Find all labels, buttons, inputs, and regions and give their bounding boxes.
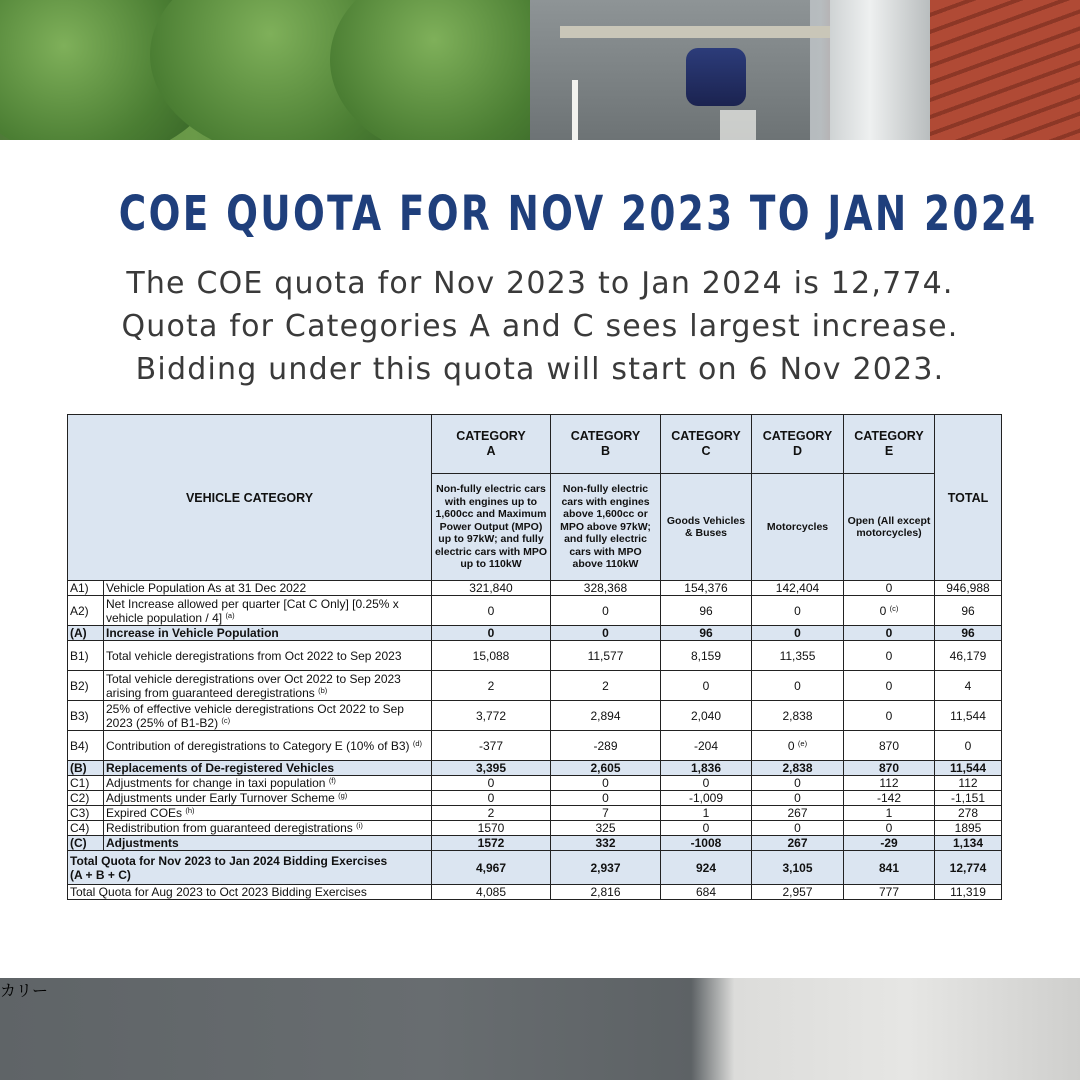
table-row — [68, 626, 1002, 641]
row-code: B4) — [68, 731, 104, 761]
table-row — [68, 791, 1002, 806]
cell-cat-c: -1008 — [661, 836, 752, 851]
header-street-photo — [0, 0, 1080, 140]
subtitle-line: The COE quota for Nov 2023 to Jan 2024 is 12,774. — [126, 266, 954, 301]
coe-quota-table — [67, 414, 1002, 900]
table-row — [68, 761, 1002, 776]
total-quota-row — [68, 851, 1002, 885]
previous-quota-cat-a: 4,085 — [432, 885, 551, 900]
footnote-marker: (a) — [225, 610, 235, 620]
cell-cat-a: 15,088 — [432, 641, 551, 671]
row-label: Net Increase allowed per quarter [Cat C Only] [0.25% x vehicle population / 4] $^{(a)}$ — [104, 596, 432, 626]
table-row — [68, 701, 1002, 731]
cell-cat-e: 0 — [844, 671, 935, 701]
cell-cat-b: 0 — [551, 596, 661, 626]
category-e-description: Open (All except motorcycles) — [844, 474, 935, 581]
cell-cat-d: 267 — [752, 806, 844, 821]
cell-cat-a: 1572 — [432, 836, 551, 851]
cell-cat-e: 0 — [844, 641, 935, 671]
row-code: B1) — [68, 641, 104, 671]
total-quota-cat-b: 2,937 — [551, 851, 661, 885]
footnote-marker: (g) — [338, 791, 348, 800]
row-label: Redistribution from guaranteed deregistrations $^{(i)}$ — [104, 821, 432, 836]
footnote-marker: (f) — [328, 776, 336, 785]
cell-cat-e: 870 — [844, 761, 935, 776]
previous-quota-cat-e: 777 — [844, 885, 935, 900]
previous-quota-cat-d: 2,957 — [752, 885, 844, 900]
cell-cat-b: 328,368 — [551, 581, 661, 596]
cell-cat-b: -289 — [551, 731, 661, 761]
cell-total: 96 — [935, 626, 1002, 641]
footnote-marker: (c) — [889, 603, 899, 613]
cell-cat-c: 1 — [661, 806, 752, 821]
cell-total: 1895 — [935, 821, 1002, 836]
row-label: Increase in Vehicle Population — [104, 626, 432, 641]
row-label: Contribution of deregistrations to Category E (10% of B3) $^{(d)}$ — [104, 731, 432, 761]
row-label: Total vehicle deregistrations from Oct 2022 to Sep 2023 — [104, 641, 432, 671]
cell-cat-e: 0 — [844, 581, 935, 596]
row-code: B3) — [68, 701, 104, 731]
cell-cat-d: 0 — [752, 821, 844, 836]
cell-total: 946,988 — [935, 581, 1002, 596]
table-row — [68, 581, 1002, 596]
table-body — [68, 581, 1002, 900]
total-quota-cat-a: 4,967 — [432, 851, 551, 885]
table-row — [68, 776, 1002, 791]
cell-total: 278 — [935, 806, 1002, 821]
total-quota-total: 12,774 — [935, 851, 1002, 885]
row-code: C4) — [68, 821, 104, 836]
cell-cat-a: 1570 — [432, 821, 551, 836]
cell-cat-c: 0 — [661, 776, 752, 791]
total-quota-cat-e: 841 — [844, 851, 935, 885]
row-code: (B) — [68, 761, 104, 776]
shop-sign: カリー — [0, 978, 1080, 1080]
cell-cat-d: 2,838 — [752, 701, 844, 731]
cell-cat-e: 0 — [844, 821, 935, 836]
table-row — [68, 731, 1002, 761]
cell-cat-b: 2,894 — [551, 701, 661, 731]
cell-cat-d: 267 — [752, 836, 844, 851]
cell-cat-a: 2 — [432, 806, 551, 821]
cell-cat-d: 142,404 — [752, 581, 844, 596]
row-code: A1) — [68, 581, 104, 596]
previous-quota-total: 11,319 — [935, 885, 1002, 900]
table-row — [68, 641, 1002, 671]
cell-cat-b: 7 — [551, 806, 661, 821]
cell-cat-b: 332 — [551, 836, 661, 851]
cell-cat-a: 0 — [432, 776, 551, 791]
cell-cat-b: 0 — [551, 776, 661, 791]
cell-cat-c: -204 — [661, 731, 752, 761]
previous-quota-row — [68, 885, 1002, 900]
category-e-header: CATEGORY E — [844, 415, 935, 474]
footnote-marker: (e) — [797, 738, 808, 748]
cell-total: 112 — [935, 776, 1002, 791]
row-code: A2) — [68, 596, 104, 626]
row-label: Adjustments for change in taxi population $^{(f)}$ — [104, 776, 432, 791]
row-code: C3) — [68, 806, 104, 821]
cell-cat-e: 0 $^{(c)}$ — [844, 596, 935, 626]
cell-cat-a: 2 — [432, 671, 551, 701]
cell-total: 11,544 — [935, 701, 1002, 731]
cell-cat-b: 2 — [551, 671, 661, 701]
cell-cat-e: -29 — [844, 836, 935, 851]
cell-cat-e: -142 — [844, 791, 935, 806]
row-label: Replacements of De-registered Vehicles — [104, 761, 432, 776]
page-title: COE QUOTA FOR NOV 2023 TO JAN 2024 — [118, 186, 1038, 242]
subtitle-line: Quota for Categories A and C sees largest increase. — [121, 309, 959, 344]
footnote-marker: (h) — [185, 806, 195, 815]
subtitle — [0, 262, 1080, 391]
cell-cat-c: -1,009 — [661, 791, 752, 806]
table-row — [68, 821, 1002, 836]
cell-cat-c: 2,040 — [661, 701, 752, 731]
table-row — [68, 806, 1002, 821]
previous-quota-label: Total Quota for Aug 2023 to Oct 2023 Bidding Exercises — [68, 885, 432, 900]
footnote-marker: (d) — [412, 738, 423, 748]
row-label: 25% of effective vehicle deregistrations Oct 2022 to Sep 2023 (25% of B1-B2) $^{(c)}$ — [104, 701, 432, 731]
row-code: (A) — [68, 626, 104, 641]
table-row — [68, 836, 1002, 851]
cell-cat-c: 0 — [661, 671, 752, 701]
total-quota-cat-d: 3,105 — [752, 851, 844, 885]
cell-total: 96 — [935, 596, 1002, 626]
cell-cat-e: 870 — [844, 731, 935, 761]
category-c-header: CATEGORY C — [661, 415, 752, 474]
cell-cat-d: 0 — [752, 596, 844, 626]
cell-cat-c: 0 — [661, 821, 752, 836]
category-d-description: Motorcycles — [752, 474, 844, 581]
cell-cat-c: 8,159 — [661, 641, 752, 671]
cell-cat-d: 0 — [752, 671, 844, 701]
cell-total: -1,151 — [935, 791, 1002, 806]
row-label: Adjustments under Early Turnover Scheme $^{(g)}$ — [104, 791, 432, 806]
cell-total: 4 — [935, 671, 1002, 701]
cell-cat-a: 3,772 — [432, 701, 551, 731]
row-label: Adjustments — [104, 836, 432, 851]
row-code: B2) — [68, 671, 104, 701]
category-b-description: Non-fully electric cars with engines above 1,600cc or MPO above 97kW; and fully electric cars with MPO above 110kW — [551, 474, 661, 581]
footnote-marker: (c) — [221, 715, 231, 725]
row-label: Total vehicle deregistrations over Oct 2022 to Sep 2023 arising from guaranteed deregistrations $^{(b)}$ — [104, 671, 432, 701]
row-code: C2) — [68, 791, 104, 806]
cell-cat-a: -377 — [432, 731, 551, 761]
row-label: Expired COEs $^{(h)}$ — [104, 806, 432, 821]
table-row — [68, 596, 1002, 626]
total-quota-cat-c: 924 — [661, 851, 752, 885]
vehicle-category-header: VEHICLE CATEGORY — [68, 415, 432, 581]
cell-cat-b: 325 — [551, 821, 661, 836]
row-code: C1) — [68, 776, 104, 791]
footnote-marker: (i) — [356, 821, 363, 830]
cell-cat-b: 0 — [551, 791, 661, 806]
category-b-header: CATEGORY B — [551, 415, 661, 474]
category-a-header: CATEGORY A — [432, 415, 551, 474]
cell-cat-c: 1,836 — [661, 761, 752, 776]
total-header: TOTAL — [935, 415, 1002, 581]
previous-quota-cat-c: 684 — [661, 885, 752, 900]
cell-cat-b: 11,577 — [551, 641, 661, 671]
coe-quota-table-container — [67, 414, 1001, 900]
category-a-description: Non-fully electric cars with engines up to 1,600cc and Maximum Power Output (MPO) up to 97kW; and fully electric cars with MPO up to 110kW — [432, 474, 551, 581]
cell-cat-d: 0 $^{(e)}$ — [752, 731, 844, 761]
cell-total: 11,544 — [935, 761, 1002, 776]
cell-cat-d: 0 — [752, 791, 844, 806]
total-quota-label: Total Quota for Nov 2023 to Jan 2024 Bidding Exercises (A + B + C) — [68, 851, 432, 885]
cell-cat-a: 3,395 — [432, 761, 551, 776]
cell-cat-c: 154,376 — [661, 581, 752, 596]
footnote-marker: (b) — [318, 685, 328, 695]
category-d-header: CATEGORY D — [752, 415, 844, 474]
cell-cat-b: 2,605 — [551, 761, 661, 776]
cell-cat-b: 0 — [551, 626, 661, 641]
cell-cat-c: 96 — [661, 596, 752, 626]
cell-cat-a: 321,840 — [432, 581, 551, 596]
cell-total: 46,179 — [935, 641, 1002, 671]
cell-cat-d: 11,355 — [752, 641, 844, 671]
cell-cat-d: 0 — [752, 776, 844, 791]
cell-cat-d: 2,838 — [752, 761, 844, 776]
cell-cat-a: 0 — [432, 596, 551, 626]
cell-cat-a: 0 — [432, 626, 551, 641]
cell-cat-d: 0 — [752, 626, 844, 641]
cell-cat-a: 0 — [432, 791, 551, 806]
cell-cat-e: 0 — [844, 626, 935, 641]
cell-cat-e: 1 — [844, 806, 935, 821]
cell-total: 0 — [935, 731, 1002, 761]
cell-cat-e: 112 — [844, 776, 935, 791]
previous-quota-cat-b: 2,816 — [551, 885, 661, 900]
cell-cat-c: 96 — [661, 626, 752, 641]
category-c-description: Goods Vehicles & Buses — [661, 474, 752, 581]
row-code: (C) — [68, 836, 104, 851]
table-row — [68, 671, 1002, 701]
subtitle-line: Bidding under this quota will start on 6 Nov 2023. — [135, 352, 945, 387]
cell-total: 1,134 — [935, 836, 1002, 851]
row-label: Vehicle Population As at 31 Dec 2022 — [104, 581, 432, 596]
cell-cat-e: 0 — [844, 701, 935, 731]
